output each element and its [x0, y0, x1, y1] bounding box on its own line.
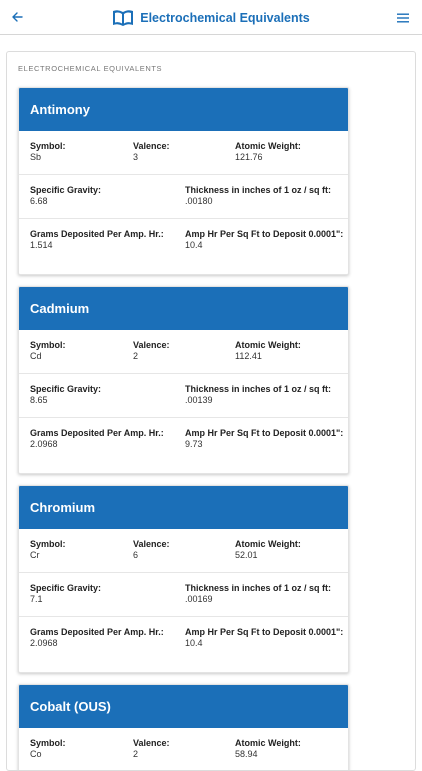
grams-deposited-label: Grams Deposited Per Amp. Hr.: — [30, 428, 164, 438]
thickness-label: Thickness in inches of 1 oz / sq ft: — [185, 384, 332, 394]
valence-label: Valence: — [133, 738, 170, 748]
card-row-basic — [19, 529, 348, 573]
valence-value: 6 — [133, 550, 139, 560]
valence-value: 2 — [133, 749, 139, 759]
card-row-deposit — [19, 418, 348, 473]
specific-gravity-value: 8.65 — [30, 395, 48, 405]
thickness-value: .00169 — [185, 594, 213, 604]
amp-hr-value: 10.4 — [185, 240, 203, 250]
card-row-deposit — [19, 219, 348, 274]
atomic-weight-cell — [235, 738, 301, 760]
grams-deposited-cell — [30, 229, 164, 251]
atomic-weight-value: 52.01 — [235, 550, 258, 560]
amp-hr-cell — [185, 428, 345, 450]
element-card — [18, 87, 349, 275]
symbol-cell — [30, 539, 66, 561]
element-card — [18, 485, 349, 673]
specific-gravity-cell — [30, 384, 101, 406]
atomic-weight-value: 112.41 — [235, 351, 262, 361]
atomic-weight-value: 58.94 — [235, 749, 258, 759]
element-card — [18, 684, 349, 771]
menu-button[interactable] — [392, 7, 414, 29]
symbol-cell — [30, 738, 66, 760]
specific-gravity-label: Specific Gravity: — [30, 185, 102, 195]
specific-gravity-label: Specific Gravity: — [30, 384, 102, 394]
card-row-basic — [19, 131, 348, 175]
amp-hr-cell — [185, 229, 345, 251]
specific-gravity-cell — [30, 185, 101, 207]
specific-gravity-value: 7.1 — [30, 594, 43, 604]
valence-label: Valence: — [133, 141, 170, 151]
symbol-label: Symbol: — [30, 539, 66, 549]
thickness-label: Thickness in inches of 1 oz / sq ft: — [185, 583, 332, 593]
specific-gravity-cell — [30, 583, 101, 605]
grams-deposited-value: 1.514 — [30, 240, 53, 250]
valence-cell — [133, 738, 170, 760]
valence-label: Valence: — [133, 539, 170, 549]
amp-hr-label: Amp Hr Per Sq Ft to Deposit 0.0001": — [185, 229, 344, 239]
atomic-weight-label: Atomic Weight: — [235, 141, 301, 151]
amp-hr-value: 9.73 — [185, 439, 203, 449]
thickness-cell — [185, 185, 331, 207]
atomic-weight-label: Atomic Weight: — [235, 539, 301, 549]
grams-deposited-value: 2.0968 — [30, 638, 58, 648]
atomic-weight-cell — [235, 539, 301, 561]
valence-cell — [133, 340, 170, 362]
header-title-group — [0, 0, 422, 35]
page-title: Electrochemical Equivalents — [140, 10, 310, 25]
valence-value: 3 — [133, 152, 139, 162]
thickness-cell — [185, 583, 331, 605]
amp-hr-value: 10.4 — [185, 638, 203, 648]
symbol-value: Cr — [30, 550, 40, 560]
card-row-physical — [19, 175, 348, 219]
symbol-cell — [30, 340, 66, 362]
thickness-value: .00180 — [185, 196, 213, 206]
element-card — [18, 286, 349, 474]
symbol-label: Symbol: — [30, 141, 66, 151]
valence-cell — [133, 539, 170, 561]
element-name: Cobalt (OUS) — [19, 685, 348, 728]
symbol-cell — [30, 141, 66, 163]
grams-deposited-label: Grams Deposited Per Amp. Hr.: — [30, 627, 164, 637]
atomic-weight-value: 121.76 — [235, 152, 263, 162]
card-row-deposit — [19, 617, 348, 672]
amp-hr-cell — [185, 627, 345, 649]
valence-label: Valence: — [133, 340, 170, 350]
thickness-value: .00139 — [185, 395, 213, 405]
symbol-value: Co — [30, 749, 42, 759]
symbol-value: Cd — [30, 351, 42, 361]
grams-deposited-label: Grams Deposited Per Amp. Hr.: — [30, 229, 164, 239]
card-row-physical — [19, 573, 348, 617]
atomic-weight-cell — [235, 141, 301, 163]
symbol-value: Sb — [30, 152, 42, 162]
specific-gravity-label: Specific Gravity: — [30, 583, 102, 593]
grams-deposited-cell — [30, 627, 164, 649]
specific-gravity-value: 6.68 — [30, 196, 48, 206]
grams-deposited-value: 2.0968 — [30, 439, 58, 449]
valence-value: 2 — [133, 351, 139, 361]
element-name: Cadmium — [19, 287, 348, 330]
element-name: Antimony — [19, 88, 348, 131]
thickness-label: Thickness in inches of 1 oz / sq ft: — [185, 185, 332, 195]
valence-cell — [133, 141, 170, 163]
element-name: Chromium — [19, 486, 348, 529]
open-book-icon — [112, 9, 134, 27]
card-row-physical — [19, 374, 348, 418]
hamburger-menu-icon — [397, 13, 409, 23]
amp-hr-label: Amp Hr Per Sq Ft to Deposit 0.0001": — [185, 428, 344, 438]
atomic-weight-label: Atomic Weight: — [235, 738, 301, 748]
app-header — [0, 0, 422, 35]
element-card-list — [18, 87, 349, 771]
atomic-weight-label: Atomic Weight: — [235, 340, 301, 350]
card-row-basic — [19, 330, 348, 374]
content-panel — [6, 51, 416, 771]
grams-deposited-cell — [30, 428, 164, 450]
symbol-label: Symbol: — [30, 738, 66, 748]
symbol-label: Symbol: — [30, 340, 66, 350]
section-label: ELECTROCHEMICAL EQUIVALENTS — [18, 64, 163, 73]
amp-hr-label: Amp Hr Per Sq Ft to Deposit 0.0001": — [185, 627, 344, 637]
thickness-cell — [185, 384, 331, 406]
atomic-weight-cell — [235, 340, 301, 362]
